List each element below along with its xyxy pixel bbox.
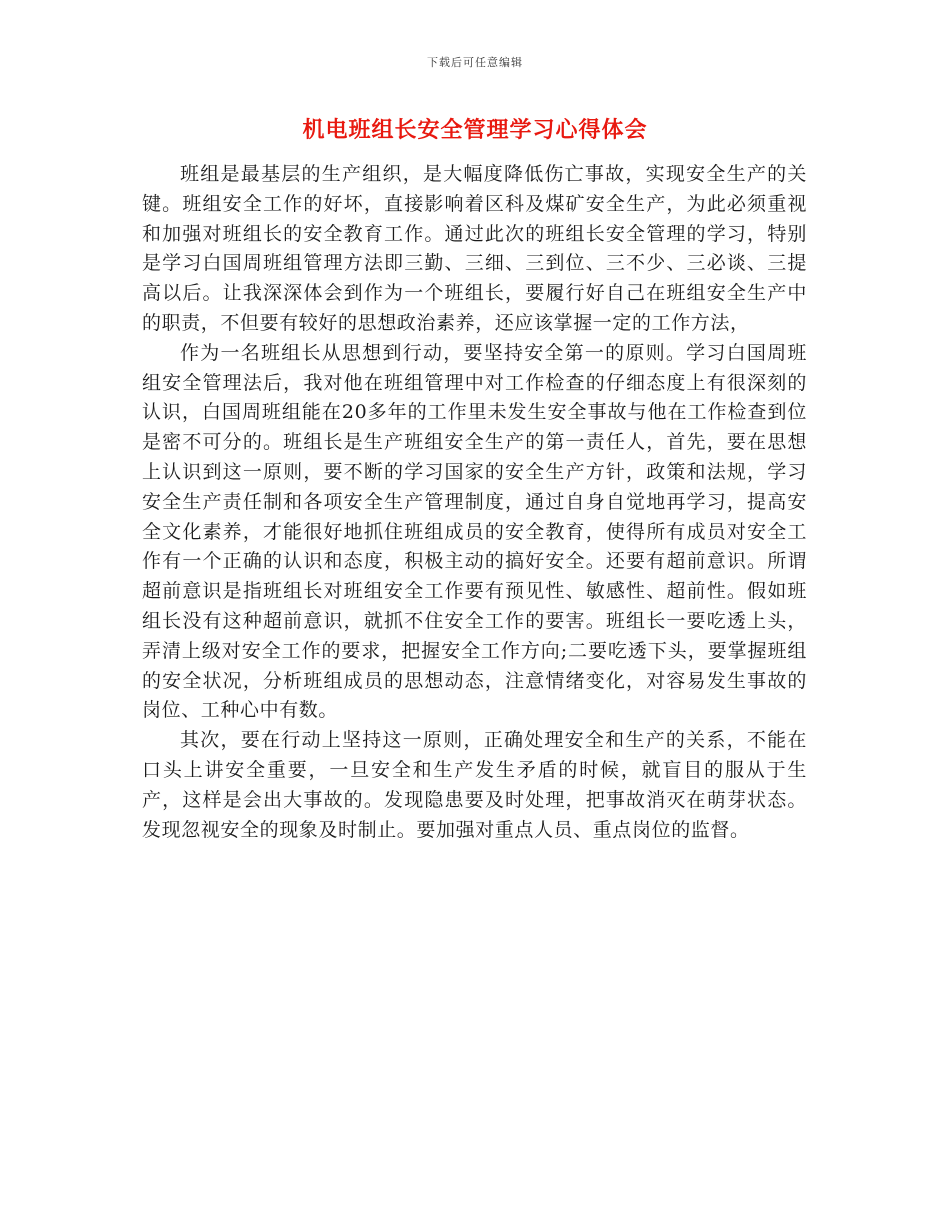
paragraph-1: 班组是最基层的生产组织，是大幅度降低伤亡事故，实现安全生产的关键。班组安全工作的好坏，直接影响着区科及煤矿安全生产，为此必须重视和加强对班组长的安全教育工作。通过此次的班组长安全管理的学习，特别是学习白国周班组管理方法即三勤、三细、三到位、三不少、三必谈、三提高以后。让我深深体会到作为一个班组长，要履行好自己在班组安全生产中的职责，不但要有较好的思想政治素养，还应该掌握一定的工作方法， [142,163,807,334]
paragraph-3: 其次，要在行动上坚持这一原则，正确处理安全和生产的关系，不能在口头上讲安全重要，一旦安全和生产发生矛盾的时候，就盲目的服从于生产，这样是会出大事故的。发现隐患要及时处理，把事故消灭在萌芽状态。发现忽视安全的现象及时制止。要加强对重点人员、重点岗位的监督。 [142,729,807,841]
paragraph-2: 作为一名班组长从思想到行动，要坚持安全第一的原则。学习白国周班组安全管理法后，我对他在班组管理中对工作检查的仔细态度上有很深刻的认识，白国周班组能在20多年的工作里未发生安全事故与他在工作检查到位是密不可分的。班组长是生产班组安全生产的第一责任人，首先，要在思想上认识到这一原则，要不断的学习国家的安全生产方针，政策和法规，学习安全生产责任制和各项安全生产管理制度，通过自身自觉地再学习，提高安全文化素养，才能很好地抓住班组成员的安全教育，使得所有成员对安全工作有一个正确的认识和态度，积极主动的搞好安全。还要有超前意识。所谓超前意识是指班组长对班组安全工作要有预见性、敏感性、超前性。假如班组长没有这种超前意识，就抓不住安全工作的要害。班组长一要吃透上头，弄清上级对安全工作的要求，把握安全工作方向;二要吃透下头，要掌握班组的安全状况，分析班组成员的思想动态，注意情绪变化，对容易发生事故的岗位、工种心中有数。 [142,341,807,722]
page-header: 下载后可任意编辑 [427,56,523,69]
document-title: 机电班组长安全管理学习心得体会 [302,117,648,143]
document-body [142,160,807,845]
